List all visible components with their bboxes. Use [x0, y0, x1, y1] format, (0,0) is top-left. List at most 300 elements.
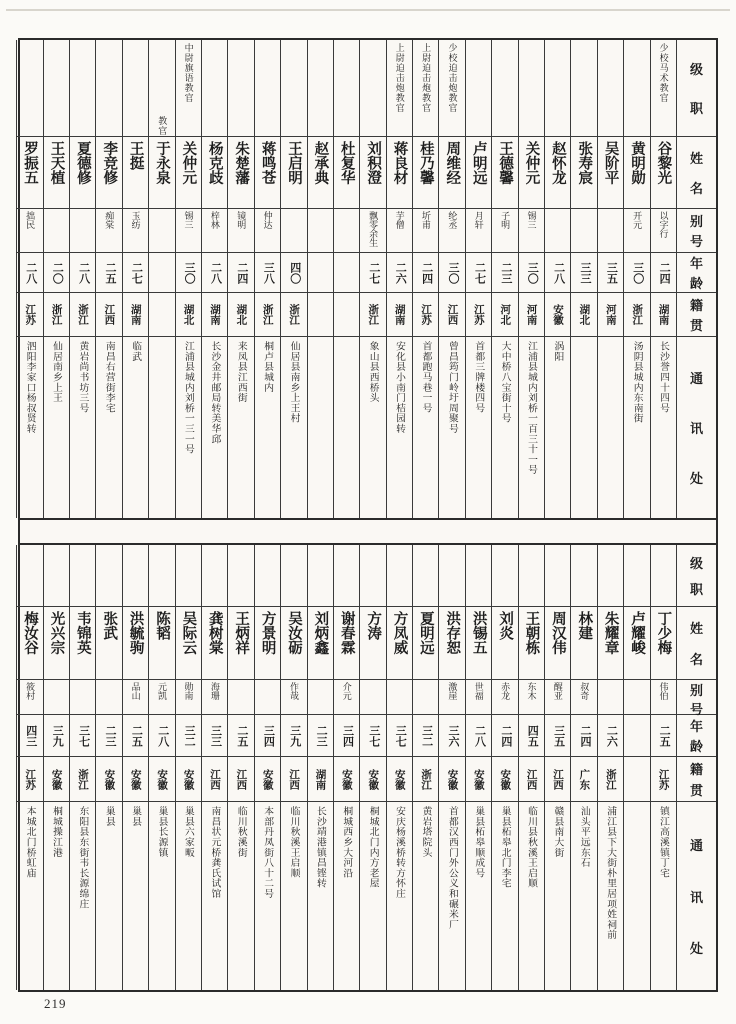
- person-column: [597, 545, 623, 990]
- name-cell: [17, 137, 42, 209]
- header-origin-label: 籍 贯: [677, 757, 716, 802]
- address-cell: [255, 802, 280, 990]
- address-text: 临川秋溪王启顺: [288, 806, 300, 879]
- alias-text: 海珊: [209, 682, 220, 700]
- origin-text: 浙江: [631, 304, 644, 325]
- person-column: [333, 545, 359, 990]
- rank-cell: [308, 40, 333, 137]
- age-cell: [44, 253, 69, 293]
- alias-text: 拙民: [25, 211, 36, 229]
- age-cell: [17, 715, 42, 757]
- header-address-label: 通 讯 处: [689, 837, 703, 957]
- name-text: 王德馨: [497, 141, 514, 185]
- origin-text: 江西: [288, 768, 301, 790]
- alias-cell: [519, 680, 544, 715]
- address-text: 来凤县江西街: [235, 341, 247, 403]
- person-column: [359, 545, 385, 990]
- origin-cell: [387, 293, 412, 337]
- alias-cell: [598, 680, 623, 715]
- age-cell: [123, 253, 148, 293]
- age-text: 三六: [447, 724, 460, 747]
- name-cell: [651, 607, 676, 680]
- name-cell: [202, 607, 227, 680]
- rank-cell: [466, 40, 491, 137]
- person-column: [43, 40, 69, 518]
- age-text: 二八: [209, 261, 222, 284]
- age-text: 二五: [130, 724, 143, 747]
- origin-cell: [176, 757, 201, 802]
- name-cell: [123, 137, 148, 209]
- origin-cell: [228, 293, 253, 337]
- origin-cell: [571, 757, 596, 802]
- age-cell: [492, 253, 517, 293]
- origin-text: 湖南: [314, 768, 327, 790]
- origin-text: 江西: [552, 768, 565, 790]
- age-text: 二七: [367, 261, 380, 284]
- origin-cell: [70, 757, 95, 802]
- name-cell: [624, 607, 649, 680]
- person-column: [175, 545, 201, 990]
- person-column: [201, 40, 227, 518]
- address-text: 巢县: [103, 806, 115, 827]
- person-column: [43, 545, 69, 990]
- rank-cell: [176, 545, 201, 607]
- age-cell: [176, 715, 201, 757]
- origin-text: 江西: [446, 304, 459, 325]
- person-column: [597, 40, 623, 518]
- name-cell: [360, 607, 385, 680]
- age-cell: [466, 253, 491, 293]
- rank-cell: [44, 40, 69, 137]
- name-text: 丁少梅: [655, 611, 672, 655]
- origin-cell: [228, 757, 253, 802]
- rank-cell: [571, 40, 596, 137]
- header-address-label: 通 讯 处: [689, 371, 703, 486]
- origin-cell: [439, 293, 464, 337]
- alias-cell: [387, 680, 412, 715]
- age-cell: [360, 253, 385, 293]
- origin-cell: [44, 757, 69, 802]
- age-cell: [492, 715, 517, 757]
- name-cell: [466, 607, 491, 680]
- name-text: 方景明: [259, 611, 276, 655]
- address-cell: [598, 337, 623, 518]
- alias-cell: [281, 680, 306, 715]
- age-text: 三二: [420, 724, 433, 747]
- name-cell: [598, 137, 623, 209]
- person-column: [280, 40, 306, 518]
- alias-text: 痴棠: [104, 211, 115, 229]
- address-text: 东阳县东街韦长源绵庄: [77, 806, 89, 909]
- address-cell: [123, 802, 148, 990]
- alias-cell: [44, 680, 69, 715]
- origin-cell: [176, 293, 201, 337]
- name-text: 张武: [101, 611, 118, 640]
- person-column: [359, 40, 385, 518]
- address-text: 浦江县下大街朴里居项姓祠前: [605, 806, 617, 940]
- rank-cell: [519, 40, 544, 137]
- name-text: 方凤威: [391, 611, 408, 655]
- name-cell: [70, 607, 95, 680]
- name-text: 卢耀峻: [629, 611, 646, 655]
- origin-cell: [598, 757, 623, 802]
- name-cell: [96, 607, 121, 680]
- name-text: 夏明远: [417, 611, 434, 655]
- address-text: 首都汉西门外公义和碾米厂: [446, 806, 458, 930]
- age-cell: [17, 253, 42, 293]
- address-cell: [466, 337, 491, 518]
- rank-cell: [413, 40, 438, 137]
- name-cell: [255, 607, 280, 680]
- name-cell: [624, 137, 649, 209]
- origin-cell: [334, 293, 359, 337]
- rank-cell: [202, 545, 227, 607]
- person-column: [16, 40, 42, 518]
- origin-cell: [624, 757, 649, 802]
- header-column: [676, 545, 716, 990]
- name-text: 洪锡五: [470, 611, 487, 655]
- address-cell: [545, 802, 570, 990]
- address-text: 本部丹凤街八十二号: [262, 806, 274, 899]
- alias-text: 玉纺: [130, 211, 141, 229]
- name-text: 刘积澄: [365, 141, 382, 185]
- address-cell: [571, 337, 596, 518]
- rank-cell: [360, 40, 385, 137]
- name-text: 关仲元: [180, 141, 197, 185]
- origin-text: 安徽: [182, 768, 195, 790]
- origin-text: 江苏: [657, 768, 670, 790]
- age-cell: [228, 253, 253, 293]
- address-cell: [334, 337, 359, 518]
- age-cell: [334, 715, 359, 757]
- origin-text: 江西: [208, 768, 221, 790]
- person-column: [148, 40, 174, 518]
- origin-text: 浙江: [50, 304, 63, 325]
- age-text: 三五: [605, 261, 618, 284]
- address-text: 大中桥八宝街十号: [499, 341, 511, 424]
- origin-cell: [492, 293, 517, 337]
- alias-cell: [334, 209, 359, 253]
- alias-cell: [96, 209, 121, 253]
- origin-text: 广东: [578, 768, 591, 790]
- age-cell: [413, 715, 438, 757]
- age-cell: [308, 253, 333, 293]
- name-text: 罗振五: [22, 141, 39, 185]
- origin-cell: [17, 757, 42, 802]
- origin-text: 浙江: [367, 304, 380, 325]
- age-text: 二五: [235, 724, 248, 747]
- name-cell: [545, 137, 570, 209]
- origin-text: 安徽: [472, 768, 485, 790]
- alias-cell: [228, 209, 253, 253]
- rank-cell: [439, 40, 464, 137]
- address-cell: [492, 337, 517, 518]
- person-column: [412, 545, 438, 990]
- origin-text: 江苏: [24, 304, 37, 325]
- age-text: 三四: [262, 724, 275, 747]
- name-text: 方涛: [365, 611, 382, 640]
- origin-text: 安徽: [129, 768, 142, 790]
- name-cell: [651, 137, 676, 209]
- name-text: 陈韬: [154, 611, 170, 640]
- name-text: 王朝栋: [523, 611, 540, 655]
- origin-text: 江苏: [420, 304, 433, 325]
- person-column: [307, 40, 333, 518]
- person-column: [491, 545, 517, 990]
- name-cell: [413, 137, 438, 209]
- rank-cell: [545, 545, 570, 607]
- alias-cell: [17, 680, 42, 715]
- origin-cell: [149, 293, 174, 337]
- origin-text: 河南: [525, 304, 538, 325]
- name-text: 周汉伟: [549, 611, 566, 655]
- origin-cell: [255, 757, 280, 802]
- address-text: 镇江高溪镇丁宅: [657, 806, 669, 879]
- origin-text: 安徽: [446, 768, 459, 790]
- address-text: 赣县南大街: [552, 806, 564, 858]
- name-text: 张寿宸: [576, 141, 593, 185]
- alias-text: 筱村: [25, 682, 36, 700]
- alias-cell: [202, 680, 227, 715]
- address-text: 黄岩塔院头: [420, 806, 432, 858]
- name-cell: [228, 137, 253, 209]
- alias-cell: [624, 680, 649, 715]
- person-column: [438, 545, 464, 990]
- origin-text: 河北: [499, 304, 512, 325]
- rank-cell: [70, 40, 95, 137]
- age-text: 三〇: [526, 261, 539, 284]
- origin-text: 湖北: [578, 304, 591, 325]
- age-cell: [571, 253, 596, 293]
- rank-cell: [96, 545, 121, 607]
- address-cell: [624, 337, 649, 518]
- rank-cell: [360, 545, 385, 607]
- age-cell: [651, 253, 676, 293]
- age-cell: [202, 253, 227, 293]
- name-text: 吴阶平: [602, 141, 619, 185]
- address-cell: [492, 802, 517, 990]
- age-cell: [123, 715, 148, 757]
- person-column: [227, 40, 253, 518]
- roster-table-top: [20, 40, 716, 520]
- name-text: 洪毓驹: [127, 611, 144, 655]
- name-text: 刘炳鑫: [312, 611, 329, 655]
- age-cell: [176, 253, 201, 293]
- origin-text: 江苏: [472, 304, 485, 325]
- address-cell: [96, 337, 121, 518]
- age-text: 二四: [420, 261, 433, 284]
- alias-text: 叔奇: [579, 682, 590, 700]
- address-text: 象山县西桥头: [367, 341, 379, 403]
- origin-cell: [334, 757, 359, 802]
- name-text: 周维经: [444, 141, 461, 185]
- origin-cell: [545, 757, 570, 802]
- age-cell: [466, 715, 491, 757]
- alias-cell: [149, 209, 174, 253]
- origin-cell: [413, 757, 438, 802]
- age-text: 三〇: [631, 261, 644, 284]
- name-text: 谷黎光: [655, 141, 672, 185]
- alias-cell: [624, 209, 649, 253]
- name-cell: [545, 607, 570, 680]
- origin-cell: [308, 293, 333, 337]
- address-cell: [466, 802, 491, 990]
- address-text: 泗阳李家口杨叔贤转: [24, 341, 36, 434]
- age-cell: [228, 715, 253, 757]
- age-text: 四〇: [288, 261, 301, 284]
- name-text: 朱楚藩: [233, 141, 250, 185]
- address-text: 巢县柘皋顺成号: [473, 806, 485, 879]
- person-column: [518, 545, 544, 990]
- origin-text: 浙江: [261, 304, 274, 325]
- origin-cell: [281, 757, 306, 802]
- age-cell: [519, 715, 544, 757]
- origin-cell: [149, 757, 174, 802]
- name-text: 刘炎: [497, 611, 514, 640]
- origin-cell: [17, 293, 42, 337]
- rank-cell: [281, 40, 306, 137]
- alias-cell: [123, 209, 148, 253]
- name-cell: [202, 137, 227, 209]
- address-text: 长沙靖港镇昌铿转: [314, 806, 326, 889]
- alias-text: 芋僧: [394, 211, 405, 229]
- origin-text: 江西: [103, 304, 116, 325]
- header-alias-label: 别 号: [677, 680, 716, 715]
- alias-text: 开元: [632, 211, 643, 229]
- alias-text: 激崖: [447, 682, 458, 700]
- address-cell: [123, 337, 148, 518]
- rank-cell: [492, 545, 517, 607]
- header-rank-label: 级 职: [677, 40, 716, 137]
- alias-text: 作哉: [289, 682, 299, 700]
- age-cell: [255, 253, 280, 293]
- rank-text: 上尉迫击炮教官: [421, 43, 432, 113]
- origin-cell: [466, 757, 491, 802]
- age-cell: [281, 715, 306, 757]
- name-cell: [413, 607, 438, 680]
- alias-text: 圻甫: [420, 211, 431, 229]
- origin-text: 安徽: [552, 304, 565, 325]
- age-cell: [598, 715, 623, 757]
- person-column: [69, 40, 95, 518]
- name-cell: [44, 137, 69, 209]
- person-column: [122, 40, 148, 518]
- person-column: [465, 545, 491, 990]
- age-text: 二八: [77, 261, 90, 284]
- name-text: 朱耀章: [602, 611, 619, 655]
- name-cell: [228, 607, 253, 680]
- address-cell: [519, 337, 544, 518]
- alias-text: 飘零余生: [368, 211, 379, 247]
- rank-cell: [466, 545, 491, 607]
- alias-cell: [96, 680, 121, 715]
- age-text: 二六: [394, 261, 407, 284]
- address-text: 临武: [130, 341, 142, 362]
- origin-text: 江西: [235, 768, 248, 790]
- alias-text: 子明: [500, 211, 511, 229]
- header-rank-label: 级 职: [677, 545, 716, 607]
- address-cell: [387, 337, 412, 518]
- origin-text: 安徽: [340, 768, 353, 790]
- age-text: 二五: [658, 724, 671, 747]
- rank-text: 少校马术教官: [658, 43, 669, 103]
- age-text: 三二: [183, 724, 196, 747]
- rank-text: 中尉旗语教官: [183, 43, 194, 103]
- alias-cell: [17, 209, 42, 253]
- person-column: [544, 545, 570, 990]
- name-cell: [439, 607, 464, 680]
- origin-text: 浙江: [77, 304, 89, 325]
- person-column: [175, 40, 201, 518]
- alias-cell: [651, 209, 676, 253]
- alias-text: 梓林: [209, 211, 220, 229]
- name-text: 蒋鸣苍: [259, 141, 276, 185]
- name-text: 谢春霖: [338, 611, 355, 655]
- address-cell: [70, 802, 95, 990]
- name-text: 关仲元: [523, 141, 540, 185]
- origin-cell: [123, 293, 148, 337]
- person-column: [650, 545, 676, 990]
- alias-cell: [176, 209, 201, 253]
- origin-cell: [492, 757, 517, 802]
- alias-text: 赤龙: [500, 682, 511, 700]
- address-text: 仙居县南乡上王村: [288, 341, 300, 424]
- age-cell: [96, 715, 121, 757]
- age-cell: [387, 253, 412, 293]
- origin-cell: [387, 757, 412, 802]
- address-cell: [360, 802, 385, 990]
- name-cell: [70, 137, 95, 209]
- age-text: 三三: [209, 724, 222, 747]
- alias-cell: [176, 680, 201, 715]
- address-text: 曾昌筠门岭圩周聚号: [446, 341, 458, 434]
- rank-cell: [334, 40, 359, 137]
- name-cell: [123, 607, 148, 680]
- rank-cell: [519, 545, 544, 607]
- alias-cell: [334, 680, 359, 715]
- age-text: 二五: [103, 261, 116, 284]
- age-cell: [149, 253, 174, 293]
- address-cell: [176, 802, 201, 990]
- name-text: 光兴宗: [48, 611, 65, 655]
- name-cell: [281, 137, 306, 209]
- alias-text: 勋南: [183, 682, 194, 700]
- header-age-label: 年 龄: [677, 253, 716, 293]
- address-cell: [228, 802, 253, 990]
- address-cell: [545, 337, 570, 518]
- age-text: 二三: [315, 724, 328, 747]
- origin-cell: [44, 293, 69, 337]
- alias-cell: [255, 209, 280, 253]
- age-text: 三〇: [447, 261, 460, 284]
- age-text: 四五: [526, 724, 539, 747]
- address-text: 涡阳: [552, 341, 564, 362]
- address-text: 南昌状元桥龚氏试馆: [209, 806, 221, 899]
- rank-cell: [651, 40, 676, 137]
- alias-cell: [545, 680, 570, 715]
- name-cell: [519, 607, 544, 680]
- alias-cell: [387, 209, 412, 253]
- origin-cell: [255, 293, 280, 337]
- rank-cell: [598, 40, 623, 137]
- alias-cell: [413, 680, 438, 715]
- person-column: [95, 40, 121, 518]
- address-cell: [17, 337, 42, 518]
- origin-cell: [651, 757, 676, 802]
- rank-cell: [228, 40, 253, 137]
- name-cell: [439, 137, 464, 209]
- age-cell: [96, 253, 121, 293]
